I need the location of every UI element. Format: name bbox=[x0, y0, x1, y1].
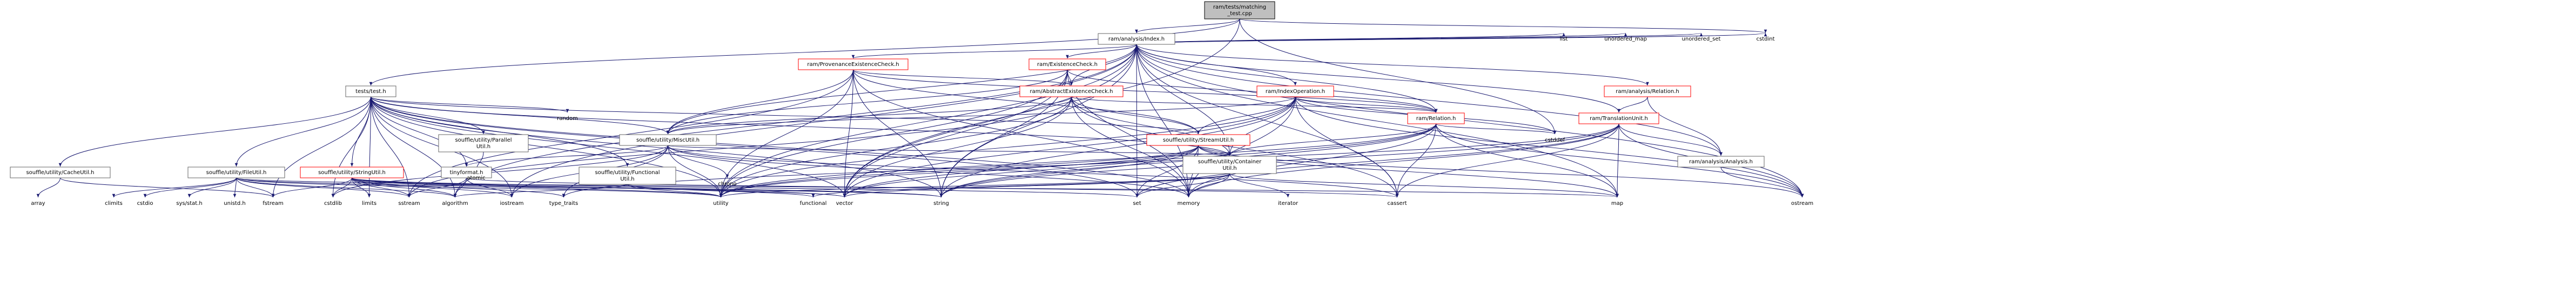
node-label: tests/test.h bbox=[355, 89, 386, 95]
edge-tests-test-to-su-string bbox=[352, 97, 371, 167]
node-unordered-set bbox=[1674, 34, 1728, 44]
node-label: ram/tests/matching bbox=[1213, 4, 1267, 10]
node-label: ram/IndexOperation.h bbox=[1265, 89, 1326, 95]
node-limits bbox=[354, 198, 385, 209]
edge-su-file-to-sys-stat bbox=[190, 178, 237, 197]
node-label: ram/analysis/Analysis.h bbox=[1689, 159, 1753, 165]
edge-su-cache-to-array bbox=[38, 178, 60, 197]
node-label: ram/ExistenceCheck.h bbox=[1037, 62, 1098, 68]
node-label: limits bbox=[361, 201, 377, 207]
node-random bbox=[552, 113, 583, 124]
node-ram-existence[interactable] bbox=[1029, 59, 1106, 70]
node-label: cstdio bbox=[137, 201, 153, 207]
node-label: iterator bbox=[1277, 201, 1299, 207]
edge-ram-index-to-cstdint bbox=[1136, 33, 1766, 44]
node-label: array bbox=[31, 201, 45, 207]
edge-su-stream-to-utility bbox=[721, 145, 1199, 197]
node-cstdlib bbox=[316, 198, 350, 209]
node-iterator bbox=[1269, 198, 1307, 209]
edge-su-container-to-utility bbox=[721, 174, 1230, 197]
node-iostream bbox=[493, 198, 530, 209]
node-su-stream[interactable] bbox=[1147, 135, 1250, 145]
node-label: utility bbox=[713, 201, 729, 207]
node-utility bbox=[704, 198, 738, 209]
node-sstream bbox=[392, 198, 426, 209]
node-ram-abstract[interactable] bbox=[1020, 86, 1123, 97]
node-su-string[interactable] bbox=[300, 167, 403, 178]
node-layer bbox=[10, 2, 1819, 209]
node-su-file[interactable] bbox=[188, 167, 285, 178]
node-label: set bbox=[1133, 201, 1141, 207]
edge-ram-abstract-to-vector bbox=[845, 97, 1072, 197]
edge-su-container-to-memory bbox=[1189, 174, 1230, 197]
edge-tests-test-to-su-parallel bbox=[371, 97, 484, 134]
edge-ram-abstract-to-su-stream bbox=[1072, 97, 1199, 134]
node-label: cassert bbox=[1387, 201, 1407, 207]
edge-ram-indexop-to-su-misc bbox=[668, 97, 1296, 134]
node-label: chrono bbox=[718, 181, 737, 187]
node-label: cstddef bbox=[1545, 137, 1565, 143]
node-label: souffle/utility/StringUtil.h bbox=[318, 170, 386, 176]
node-label: Util.h bbox=[476, 144, 491, 150]
edge-ram-relation-to-utility bbox=[721, 124, 1436, 197]
node-vector bbox=[829, 198, 860, 209]
node-label: unordered_map bbox=[1604, 36, 1647, 42]
node-ram-relation[interactable] bbox=[1408, 113, 1464, 124]
node-label: type_traits bbox=[549, 201, 579, 207]
node-ostream bbox=[1785, 198, 1819, 209]
node-memory bbox=[1173, 198, 1204, 209]
node-label: atomic bbox=[467, 175, 486, 181]
node-root[interactable] bbox=[1205, 2, 1275, 19]
edge-ram-index-to-map bbox=[1136, 44, 1617, 197]
edge-ram-index-to-ram-provenance bbox=[853, 44, 1137, 58]
node-map bbox=[1607, 198, 1627, 209]
node-label: tinyformat.h bbox=[449, 170, 483, 176]
edge-ram-translation-to-ram-analysis bbox=[1619, 124, 1721, 156]
node-set bbox=[1127, 198, 1147, 209]
node-label: memory bbox=[1177, 201, 1200, 207]
edge-su-container-to-map bbox=[1230, 174, 1618, 197]
node-ram-analysis[interactable] bbox=[1678, 156, 1764, 167]
edge-su-file-to-climits bbox=[114, 178, 237, 197]
edge-tests-test-to-su-cache bbox=[60, 97, 371, 167]
node-label: iostream bbox=[500, 201, 524, 207]
edge-ram-index-to-set bbox=[1136, 44, 1137, 197]
edge-tests-test-to-random bbox=[371, 97, 568, 112]
edge-su-file-to-algorithm bbox=[237, 178, 455, 197]
node-label: souffle/utility/Container bbox=[1198, 159, 1262, 165]
node-ram-translation[interactable] bbox=[1579, 113, 1659, 124]
node-label: climits bbox=[105, 201, 123, 207]
node-label: souffle/utility/Parallel bbox=[455, 137, 512, 143]
node-label: unistd.h bbox=[224, 201, 246, 207]
node-label: list bbox=[1559, 36, 1568, 42]
node-label: Util.h bbox=[620, 176, 635, 182]
node-label: souffle/utility/StreamUtil.h bbox=[1162, 137, 1234, 143]
node-label: souffle/utility/CacheUtil.h bbox=[26, 170, 95, 176]
node-sys-stat bbox=[167, 198, 211, 209]
node-label: souffle/utility/MiscUtil.h bbox=[636, 137, 700, 143]
edge-ram-indexop-to-su-stream bbox=[1199, 97, 1296, 134]
edge-su-cache-to-fstream bbox=[60, 178, 273, 197]
node-type-traits bbox=[540, 198, 587, 209]
edge-root-to-cstdint bbox=[1240, 19, 1766, 33]
node-array bbox=[24, 198, 52, 209]
node-label: ram/TranslationUnit.h bbox=[1590, 116, 1648, 122]
edge-ram-indexop-to-ostream bbox=[1295, 97, 1802, 197]
node-su-parallel[interactable] bbox=[439, 135, 528, 152]
node-cstdint bbox=[1748, 34, 1783, 44]
node-label: _test.cpp bbox=[1227, 11, 1252, 17]
node-label: ram/Relation.h bbox=[1416, 116, 1456, 122]
node-su-cache[interactable] bbox=[10, 167, 110, 178]
edge-ram-provenance-to-string bbox=[853, 70, 941, 197]
edge-ram-relation-to-map bbox=[1436, 124, 1618, 197]
node-label: cstdint bbox=[1756, 36, 1775, 42]
node-unordered-map bbox=[1599, 34, 1652, 44]
node-label: ram/analysis/Relation.h bbox=[1616, 89, 1679, 95]
node-label: souffle/utility/FileUtil.h bbox=[206, 170, 267, 176]
edge-tests-test-to-su-file bbox=[237, 97, 371, 167]
node-label: fstream bbox=[263, 201, 284, 207]
node-label: random bbox=[557, 116, 578, 122]
node-ram-provenance[interactable] bbox=[798, 59, 908, 70]
node-label: sys/stat.h bbox=[176, 201, 203, 207]
edge-ram-index-to-ram-relation bbox=[1136, 44, 1436, 112]
edge-ram-an-relation-to-ram-translation bbox=[1619, 97, 1647, 112]
node-label: vector bbox=[836, 201, 853, 207]
edge-ram-relation-to-su-container bbox=[1230, 124, 1436, 156]
edge-ram-analysis-to-ostream bbox=[1721, 167, 1802, 197]
node-label: ram/analysis/Index.h bbox=[1108, 36, 1165, 42]
node-label: map bbox=[1611, 201, 1624, 207]
node-label: string bbox=[933, 201, 949, 207]
edge-ram-indexop-to-utility bbox=[721, 97, 1296, 197]
node-su-functional[interactable] bbox=[579, 167, 676, 184]
edge-root-to-ram-index bbox=[1136, 19, 1240, 33]
node-label: ram/AbstractExistenceCheck.h bbox=[1030, 89, 1113, 95]
edge-ram-index-to-memory bbox=[1136, 44, 1189, 197]
edge-su-container-to-iterator bbox=[1230, 174, 1288, 197]
edge-ram-an-relation-to-ram-analysis bbox=[1647, 97, 1721, 156]
node-label: ram/ProvenanceExistenceCheck.h bbox=[807, 62, 899, 68]
edge-ram-index-to-ram-indexop bbox=[1136, 44, 1295, 85]
node-label: algorithm bbox=[442, 201, 468, 207]
node-ram-an-relation[interactable] bbox=[1604, 86, 1691, 97]
edge-ram-translation-to-string bbox=[941, 124, 1619, 197]
node-label: souffle/utility/Functional bbox=[595, 170, 660, 176]
node-label: sstream bbox=[398, 201, 420, 207]
node-label: functional bbox=[799, 201, 827, 207]
node-label: cstdlib bbox=[324, 201, 342, 207]
node-ram-indexop[interactable] bbox=[1257, 86, 1334, 97]
node-label: unordered_set bbox=[1682, 36, 1721, 42]
node-functional bbox=[791, 198, 835, 209]
node-list bbox=[1552, 34, 1576, 44]
node-climits bbox=[97, 198, 131, 209]
node-su-container[interactable] bbox=[1183, 156, 1276, 174]
node-label: ostream bbox=[1791, 201, 1814, 207]
node-label: Util.h bbox=[1222, 165, 1237, 171]
node-algorithm bbox=[435, 198, 475, 209]
edge-ram-provenance-to-utility bbox=[721, 70, 853, 197]
node-cstdio bbox=[130, 198, 160, 209]
node-string bbox=[926, 198, 957, 209]
node-unistd bbox=[216, 198, 253, 209]
node-su-misc[interactable] bbox=[620, 135, 716, 145]
node-tests-test[interactable] bbox=[346, 86, 396, 97]
node-ram-index[interactable] bbox=[1098, 34, 1175, 44]
edge-tests-test-to-su-stream bbox=[371, 97, 1199, 134]
node-cassert bbox=[1380, 198, 1414, 209]
node-fstream bbox=[256, 198, 290, 209]
